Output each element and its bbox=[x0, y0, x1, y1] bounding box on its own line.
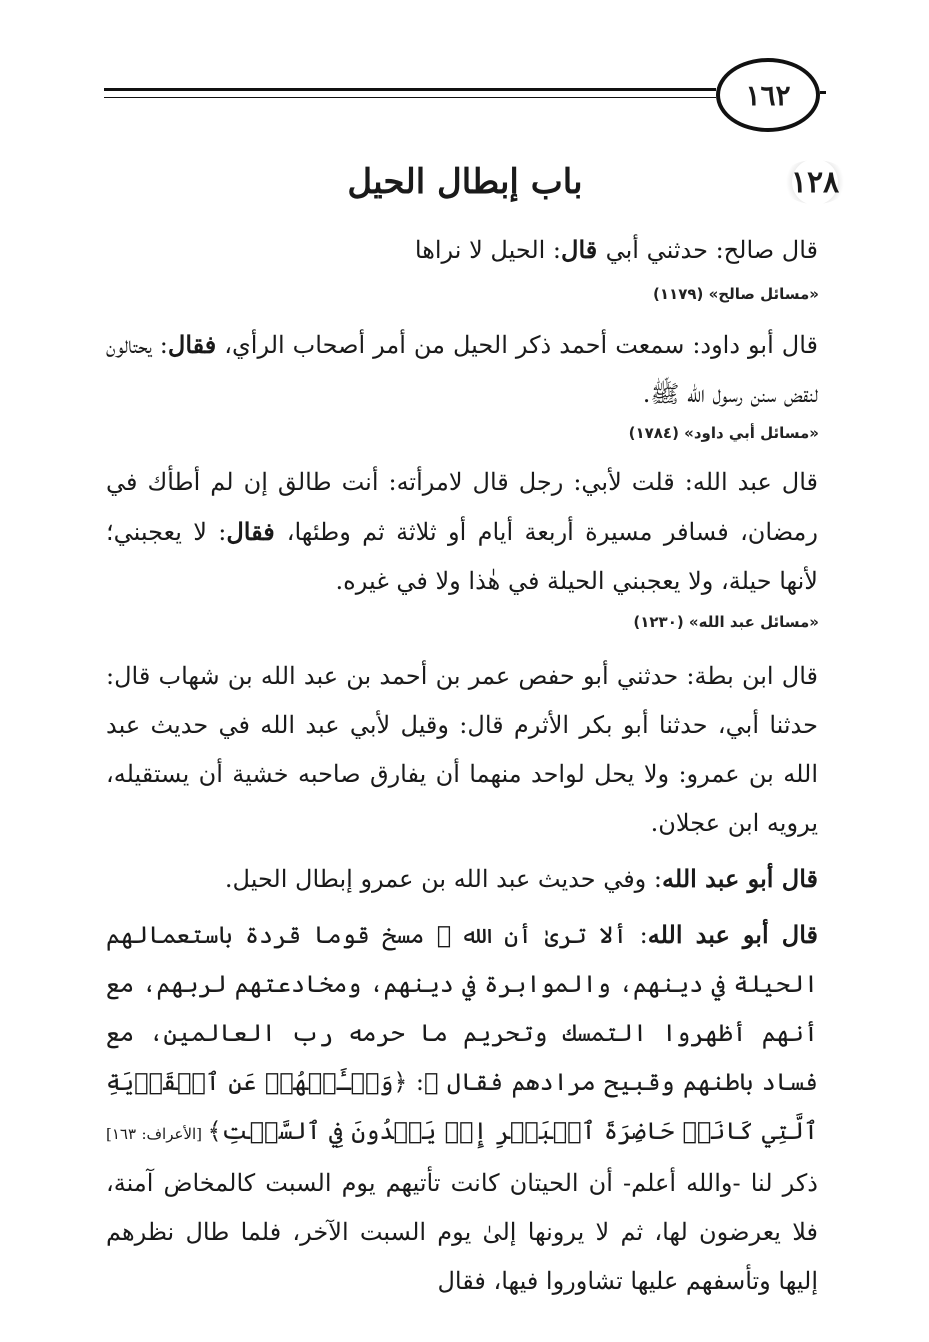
chapter-number: ١٢٨ bbox=[780, 160, 850, 204]
paragraph-6 bbox=[106, 910, 818, 1306]
paragraph-2-rest: : يحتالون لنقض سنن رسول الله ﷺ. bbox=[106, 331, 818, 408]
paragraph-2-keyword: فقال bbox=[167, 330, 217, 359]
paragraph-1-text: قال صالح: حدثني أبي bbox=[605, 236, 818, 264]
paragraph-6-keyword: قال أبو عبد الله bbox=[647, 920, 818, 949]
paragraph-1-keyword: قال bbox=[561, 235, 606, 264]
paragraph-2-text: قال أبو داود: سمعت أحمد ذكر الحيل من أمر أصحاب الرأي، bbox=[224, 331, 818, 359]
header-rule-bottom bbox=[104, 97, 716, 98]
paragraph-6-rest: : ألا ترىٰ أن الله ﷻ مسخ قوما قردة باستعمالهم الحيلة في دينهم، والموابرة في دينهم، ومخادعتهم لربهم، مع أنهم أظهروا التمسك وتحريم ما حرمه رب العالمين، مع فساد باطنهم وقبيح مرادهم فقال ﷻ: bbox=[106, 921, 818, 1096]
paragraph-1 bbox=[106, 225, 818, 275]
verse-reference: [الأعراف: ١٦٣] bbox=[106, 1125, 208, 1143]
page-number: ١٦٢ bbox=[745, 78, 791, 112]
header-rule-right bbox=[820, 91, 826, 94]
paragraph-4 bbox=[106, 652, 818, 848]
page-number-badge bbox=[716, 58, 820, 132]
source-citation-1: «مسائل صالح» (١١٧٩) bbox=[653, 285, 819, 303]
chapter-title: باب إبطال الحيل bbox=[347, 162, 583, 202]
paragraph-4-text: قال ابن بطة: حدثني أبو حفص عمر بن أحمد بن عبد الله بن شهاب قال: حدثنا أبي، حدثنا أبو بكر الأثرم قال: وقيل لأبي عبد الله في حديث عبد الله بن عمرو: ولا يحل لواحد منهما أن يفارق صاحبه خشية أن يستقيله، يرويه ابن عجلان. bbox=[106, 662, 818, 837]
paragraph-2 bbox=[106, 320, 818, 419]
paragraph-3-keyword: فقال bbox=[226, 517, 287, 546]
paragraph-3 bbox=[106, 458, 818, 606]
source-citation-2: «مسائل أبي داود» (١٧٨٤) bbox=[628, 424, 819, 442]
quran-verse: ﴿وَسۡـَٔلۡهُمۡ عَنِ ٱلۡقَرۡيَةِ ٱلَّتِي كَانَتۡ حَاضِرَةَ ٱلۡبَحۡرِ إِذۡ يَعۡدُونَ فِي ٱلسَّبۡتِ﴾ bbox=[106, 1068, 819, 1145]
header-rule-top bbox=[104, 88, 716, 91]
paragraph-5-keyword: قال أبو عبد الله bbox=[662, 864, 818, 893]
paragraph-6-tail: ذكر لنا -والله أعلم- أن الحيتان كانت تأتيهم يوم السبت كالمخاض آمنة، فلا يعرضون لها، ثم لا يرونها إلىٰ يوم السبت الآخر، فلما طال نظرهم إليها وتأسفهم عليها تشاوروا فيها، فقال bbox=[106, 1169, 818, 1295]
source-citation-3: «مسائل عبد الله» (١٢٣٠) bbox=[633, 613, 819, 631]
paragraph-5 bbox=[106, 854, 818, 904]
paragraph-3-text: قال عبد الله: قلت لأبي: رجل قال لامرأته: أنت طالق إن لم أطأك في رمضان، فسافر مسيرة أربعة أيام أو ثلاثة ثم وطئها، bbox=[106, 468, 819, 546]
paragraph-5-rest: : وفي حديث عبد الله بن عمرو إبطال الحيل. bbox=[224, 865, 662, 893]
paragraph-3-rest: : لا يعجبني؛ لأنها حيلة، ولا يعجبني الحيلة في هٰذا ولا في غيره. bbox=[106, 518, 818, 595]
paragraph-1-rest: : الحيل لا نراها bbox=[414, 236, 562, 264]
